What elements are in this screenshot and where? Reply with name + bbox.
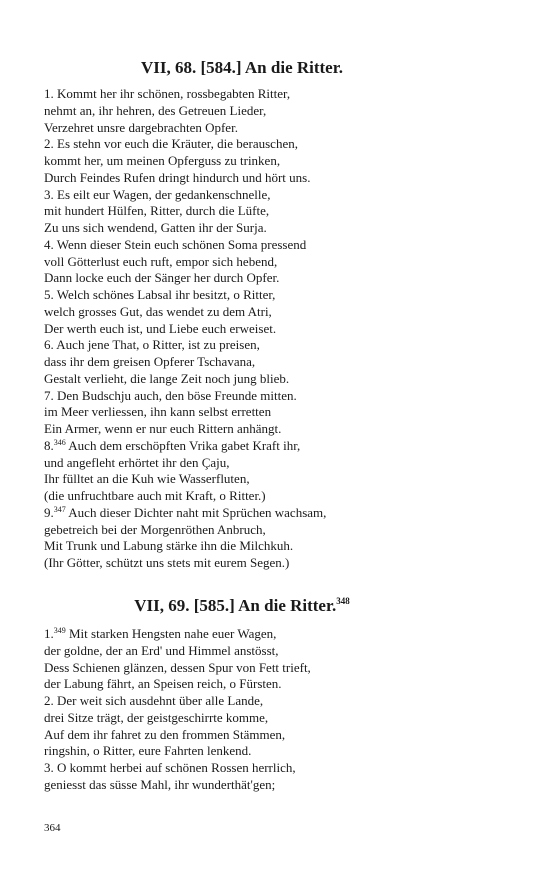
verse-text: und angefleht erhörtet ihr den Çaju, (44, 454, 230, 470)
verse-line (44, 86, 484, 103)
hymn-title-vii-69: VII, 69. [585.] An die Ritter.$^{348}$ (134, 596, 350, 615)
verse-line (44, 136, 484, 153)
verse-text: kommt her, um meinen Opferguss zu trinken, (44, 153, 281, 168)
verse-text: (die unfruchtbare auch mit Kraft, o Ritter.) (44, 488, 266, 503)
verse-text: Ihr fülltet an die Kuh wie Wasserfluten, (44, 471, 250, 487)
verse-text: der Labung fährt, an Speisen reich, o Fürsten. (44, 676, 282, 692)
verse-line (44, 522, 484, 539)
verse-text: Ein Armer, wenn er nur euch Rittern anhängt. (44, 421, 282, 436)
verse-text: dass ihr dem greisen Opferer Tschavana, (44, 354, 256, 369)
verse-line (44, 438, 484, 455)
verse-line (44, 777, 484, 794)
verse-text: Mit Trunk und Labung stärke ihn die Milchkuh. (44, 538, 294, 554)
stanza-number: 8. (44, 437, 54, 453)
verse-line (44, 120, 484, 137)
page-number: 364 (44, 822, 61, 834)
verse-text: Durch Feindes Rufen dringt hindurch und hört uns. (44, 169, 311, 185)
verse-line (44, 760, 484, 777)
verse-line (44, 170, 484, 187)
verse-line (44, 643, 484, 660)
verse-text: Mit starken Hengsten nahe euer Wagen, (65, 626, 277, 641)
verse-text: mit hundert Hülfen, Ritter, durch die Lüfte, (44, 203, 270, 219)
verse-line (44, 538, 484, 555)
verse-line (44, 488, 484, 505)
footnote-marker: 346 (53, 437, 66, 447)
verse-line (44, 471, 484, 488)
verse-text: 7. Den Budschju auch, den böse Freunde mitten. (44, 387, 297, 403)
verse-text: 1. Kommt her ihr schönen, rossbegabten Ritter, (44, 86, 291, 101)
verse-line (44, 660, 484, 677)
verse-text: nehmt an, ihr hehren, des Getreuen Lieder, (44, 102, 267, 118)
verse-text: 6. Auch jene That, o Ritter, ist zu preisen, (44, 337, 260, 353)
verse-line (44, 555, 484, 572)
verse-line (44, 354, 484, 371)
verse-line (44, 220, 484, 237)
verse-line (44, 743, 484, 760)
verse-line (44, 287, 484, 304)
hymn-vii-68-text (44, 86, 484, 572)
verse-line (44, 337, 484, 354)
verse-text: 2. Der weit sich ausdehnt über alle Lande, (44, 693, 264, 708)
stanza-number: 1. (44, 626, 54, 641)
verse-line (44, 505, 484, 522)
verse-text: geniesst das süsse Mahl, ihr wunderthät'gen; (44, 776, 276, 792)
verse-line (44, 421, 484, 438)
verse-line (44, 676, 484, 693)
verse-text: Zu uns sich wendend, Gatten ihr der Surja. (44, 220, 267, 235)
verse-text: 3. O kommt herbei auf schönen Rossen herrlich, (44, 760, 296, 775)
verse-text: Verzehret unsre dargebrachten Opfer. (44, 119, 238, 135)
verse-line (44, 203, 484, 220)
verse-text: 5. Welch schönes Labsal ihr besitzt, o Ritter, (44, 287, 276, 302)
footnote-marker: 347 (53, 504, 66, 514)
verse-line (44, 710, 484, 727)
verse-line (44, 727, 484, 744)
verse-text: welch grosses Gut, das wendet zu dem Atri, (44, 303, 272, 319)
verse-line (44, 321, 484, 338)
verse-text: drei Sitze trägt, der geistgeschirrte komme, (44, 709, 269, 725)
verse-line (44, 187, 484, 204)
verse-text: 4. Wenn dieser Stein euch schönen Soma pressend (44, 236, 307, 252)
verse-text: der goldne, der an Erd' und Himmel anstösst, (44, 642, 279, 658)
verse-line (44, 270, 484, 287)
verse-line (44, 304, 484, 321)
verse-line (44, 455, 484, 472)
verse-text: im Meer verliessen, ihn kann selbst erretten (44, 404, 272, 420)
verse-line (44, 388, 484, 405)
verse-text: 2. Es stehn vor euch die Kräuter, die berauschen, (44, 136, 298, 152)
verse-text: voll Götterlust euch ruft, empor sich hebend, (44, 253, 278, 269)
verse-line (44, 153, 484, 170)
hymn-title-vii-68: VII, 68. [584.] An die Ritter. (141, 58, 343, 77)
verse-line (44, 404, 484, 421)
verse-line (44, 693, 484, 710)
verse-text: Der werth euch ist, und Liebe euch erweiset. (44, 320, 277, 336)
stanza-number: 9. (44, 504, 54, 520)
verse-text: ringshin, o Ritter, eure Fahrten lenkend. (44, 743, 252, 759)
verse-text: Dess Schienen glänzen, dessen Spur von Fett trieft, (44, 659, 311, 675)
verse-line (44, 237, 484, 254)
hymn-vii-69-text (44, 626, 484, 794)
verse-text: gebetreich bei der Morgenröthen Anbruch, (44, 521, 266, 537)
verse-line (44, 626, 484, 643)
verse-text: Auf dem ihr fahret zu den frommen Stämmen, (44, 726, 286, 742)
footnote-marker: 349 (53, 626, 66, 635)
verse-text: (Ihr Götter, schützt uns stets mit eurem Segen.) (44, 555, 290, 570)
verse-line (44, 103, 484, 120)
verse-text: 3. Es eilt eur Wagen, der gedankenschnelle, (44, 186, 271, 202)
verse-text: Auch dem erschöpften Vrika gabet Kraft ihr, (65, 437, 301, 453)
verse-text: Gestalt verlieht, die lange Zeit noch jung blieb. (44, 370, 290, 386)
verse-line (44, 371, 484, 388)
footnote-marker: 348 (336, 596, 350, 606)
verse-line (44, 254, 484, 271)
verse-text: Dann locke euch der Sänger her durch Opfer. (44, 270, 280, 286)
verse-text: Auch dieser Dichter naht mit Sprüchen wachsam, (65, 504, 327, 520)
